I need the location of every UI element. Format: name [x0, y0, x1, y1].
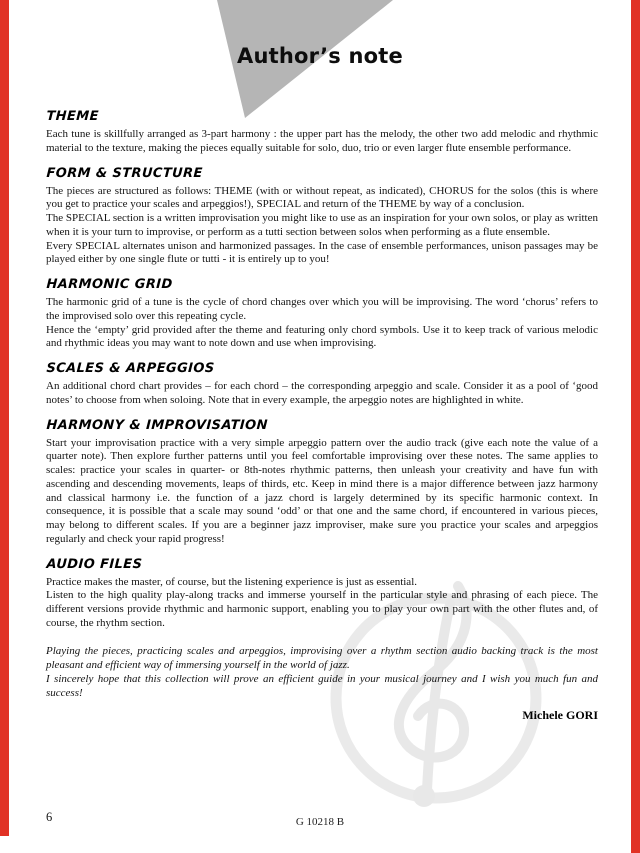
section-heading-audio-files: AUDIO FILES: [46, 556, 143, 572]
section-scales-arpeggios: [46, 362, 598, 408]
paragraph: An additional chord chart provides – for each chord – the corresponding arpeggio and scale. Consider it as a pool of ‘good notes’ to choose from when soloing. Note that in every example, the arpeggio notes are highlighted in white.: [46, 380, 598, 406]
page-border-right: [631, 0, 640, 853]
paragraph: The pieces are structured as follows: THEME (with or without repeat, as indicated), CHORUS for the solos (this is where you get to practice your scales and arpeggios!), SPECIAL and return of the THEME by way of a conclusion.: [46, 184, 598, 211]
paragraph: Hence the ‘empty’ grid provided after the theme and featuring only chord symbols. Use it to keep track of various melodic and rhythmic ideas you may want to note down and use when improvising.: [46, 323, 598, 350]
closing-paragraph: I sincerely hope that this collection will prove an efficient guide in your musical journey and I wish you much fun and success!: [46, 673, 598, 700]
paragraph: Start your improvisation practice with a very simple arpeggio pattern over the audio track (give each note the value of a quarter note). Then explore further patterns until you feel comfortable improvising over these notes. The same applies to scales: practice your scales in quarter- or 8th-notes rhythmic patterns, then unleash your creativity and have fun with ascending and descending movements, leaps of thirds, etc. Keep in mind there is a major difference between jazz harmony and classical harmony i.e. the function of a jazz chord is largely determined by its specific harmonic context. In consequence, it is possible that a scale may sound ‘odd’ or that one and the same chord, if encountered in various pieces, may belong to different scales. If you are a beginner jazz improviser, make sure you practice your scales and arpeggios regularly and check your rapid progress!: [46, 436, 598, 545]
closing-remarks: [46, 644, 598, 701]
page-title: Author’s note: [237, 44, 403, 68]
paragraph: The harmonic grid of a tune is the cycle of chord changes over which you will be improvising. The word ‘chorus’ refers to the improvised solo over this repeating cycle.: [46, 296, 598, 322]
page-number: 6: [46, 810, 53, 824]
section-form-structure: [46, 167, 598, 268]
author-note-content: [46, 110, 598, 723]
paragraph: The SPECIAL section is a written improvisation you might like to use as an inspiration for your own solos, or play as written when it is your turn to improvise, or perform as a tutti section between solos when performing as a flute ensemble.: [46, 212, 598, 238]
plate-number: G 10218 B: [295, 816, 345, 828]
section-theme: [46, 110, 598, 156]
section-harmonic-grid: [46, 278, 598, 351]
section-heading-scales-arpeggios: SCALES & ARPEGGIOS: [46, 361, 215, 376]
section-heading-form-structure: FORM & STRUCTURE: [46, 165, 204, 181]
section-audio-files: [46, 558, 598, 631]
paragraph: Listen to the high quality play-along tracks and immerse yourself in the particular style and phrasing of each piece. The different versions provide rhythmic and harmonic support, enabling you to play your own part with the other flutes and, of course, the rhythm section.: [46, 589, 598, 629]
page-border-left: [0, 0, 9, 836]
section-heading-harmony-improvisation: HARMONY & IMPROVISATION: [46, 417, 269, 433]
section-harmony-improvisation: [46, 419, 598, 547]
closing-paragraph: Playing the pieces, practicing scales and arpeggios, improvising over a rhythm section audio backing track is the most pleasant and efficient way of immersing yourself in the world of jazz.: [46, 644, 598, 671]
section-heading-theme: THEME: [46, 109, 100, 124]
paragraph: Practice makes the master, of course, but the listening experience is just as essential.: [46, 575, 417, 588]
paragraph: Every SPECIAL alternates unison and harmonized passages. In the case of ensemble performances, unison passages may be played either by one single flute or tutti - it is entirely up to you!: [46, 239, 598, 266]
paragraph: Each tune is skillfully arranged as 3-part harmony : the upper part has the melody, the other two add melodic and rhythmic material to the texture, making the pieces equally suitable for solo, duo, trio or even larger flute ensemble performance.: [46, 128, 598, 154]
author-signature: Michele GORI: [522, 707, 598, 722]
section-heading-harmonic-grid: HARMONIC GRID: [46, 277, 174, 292]
